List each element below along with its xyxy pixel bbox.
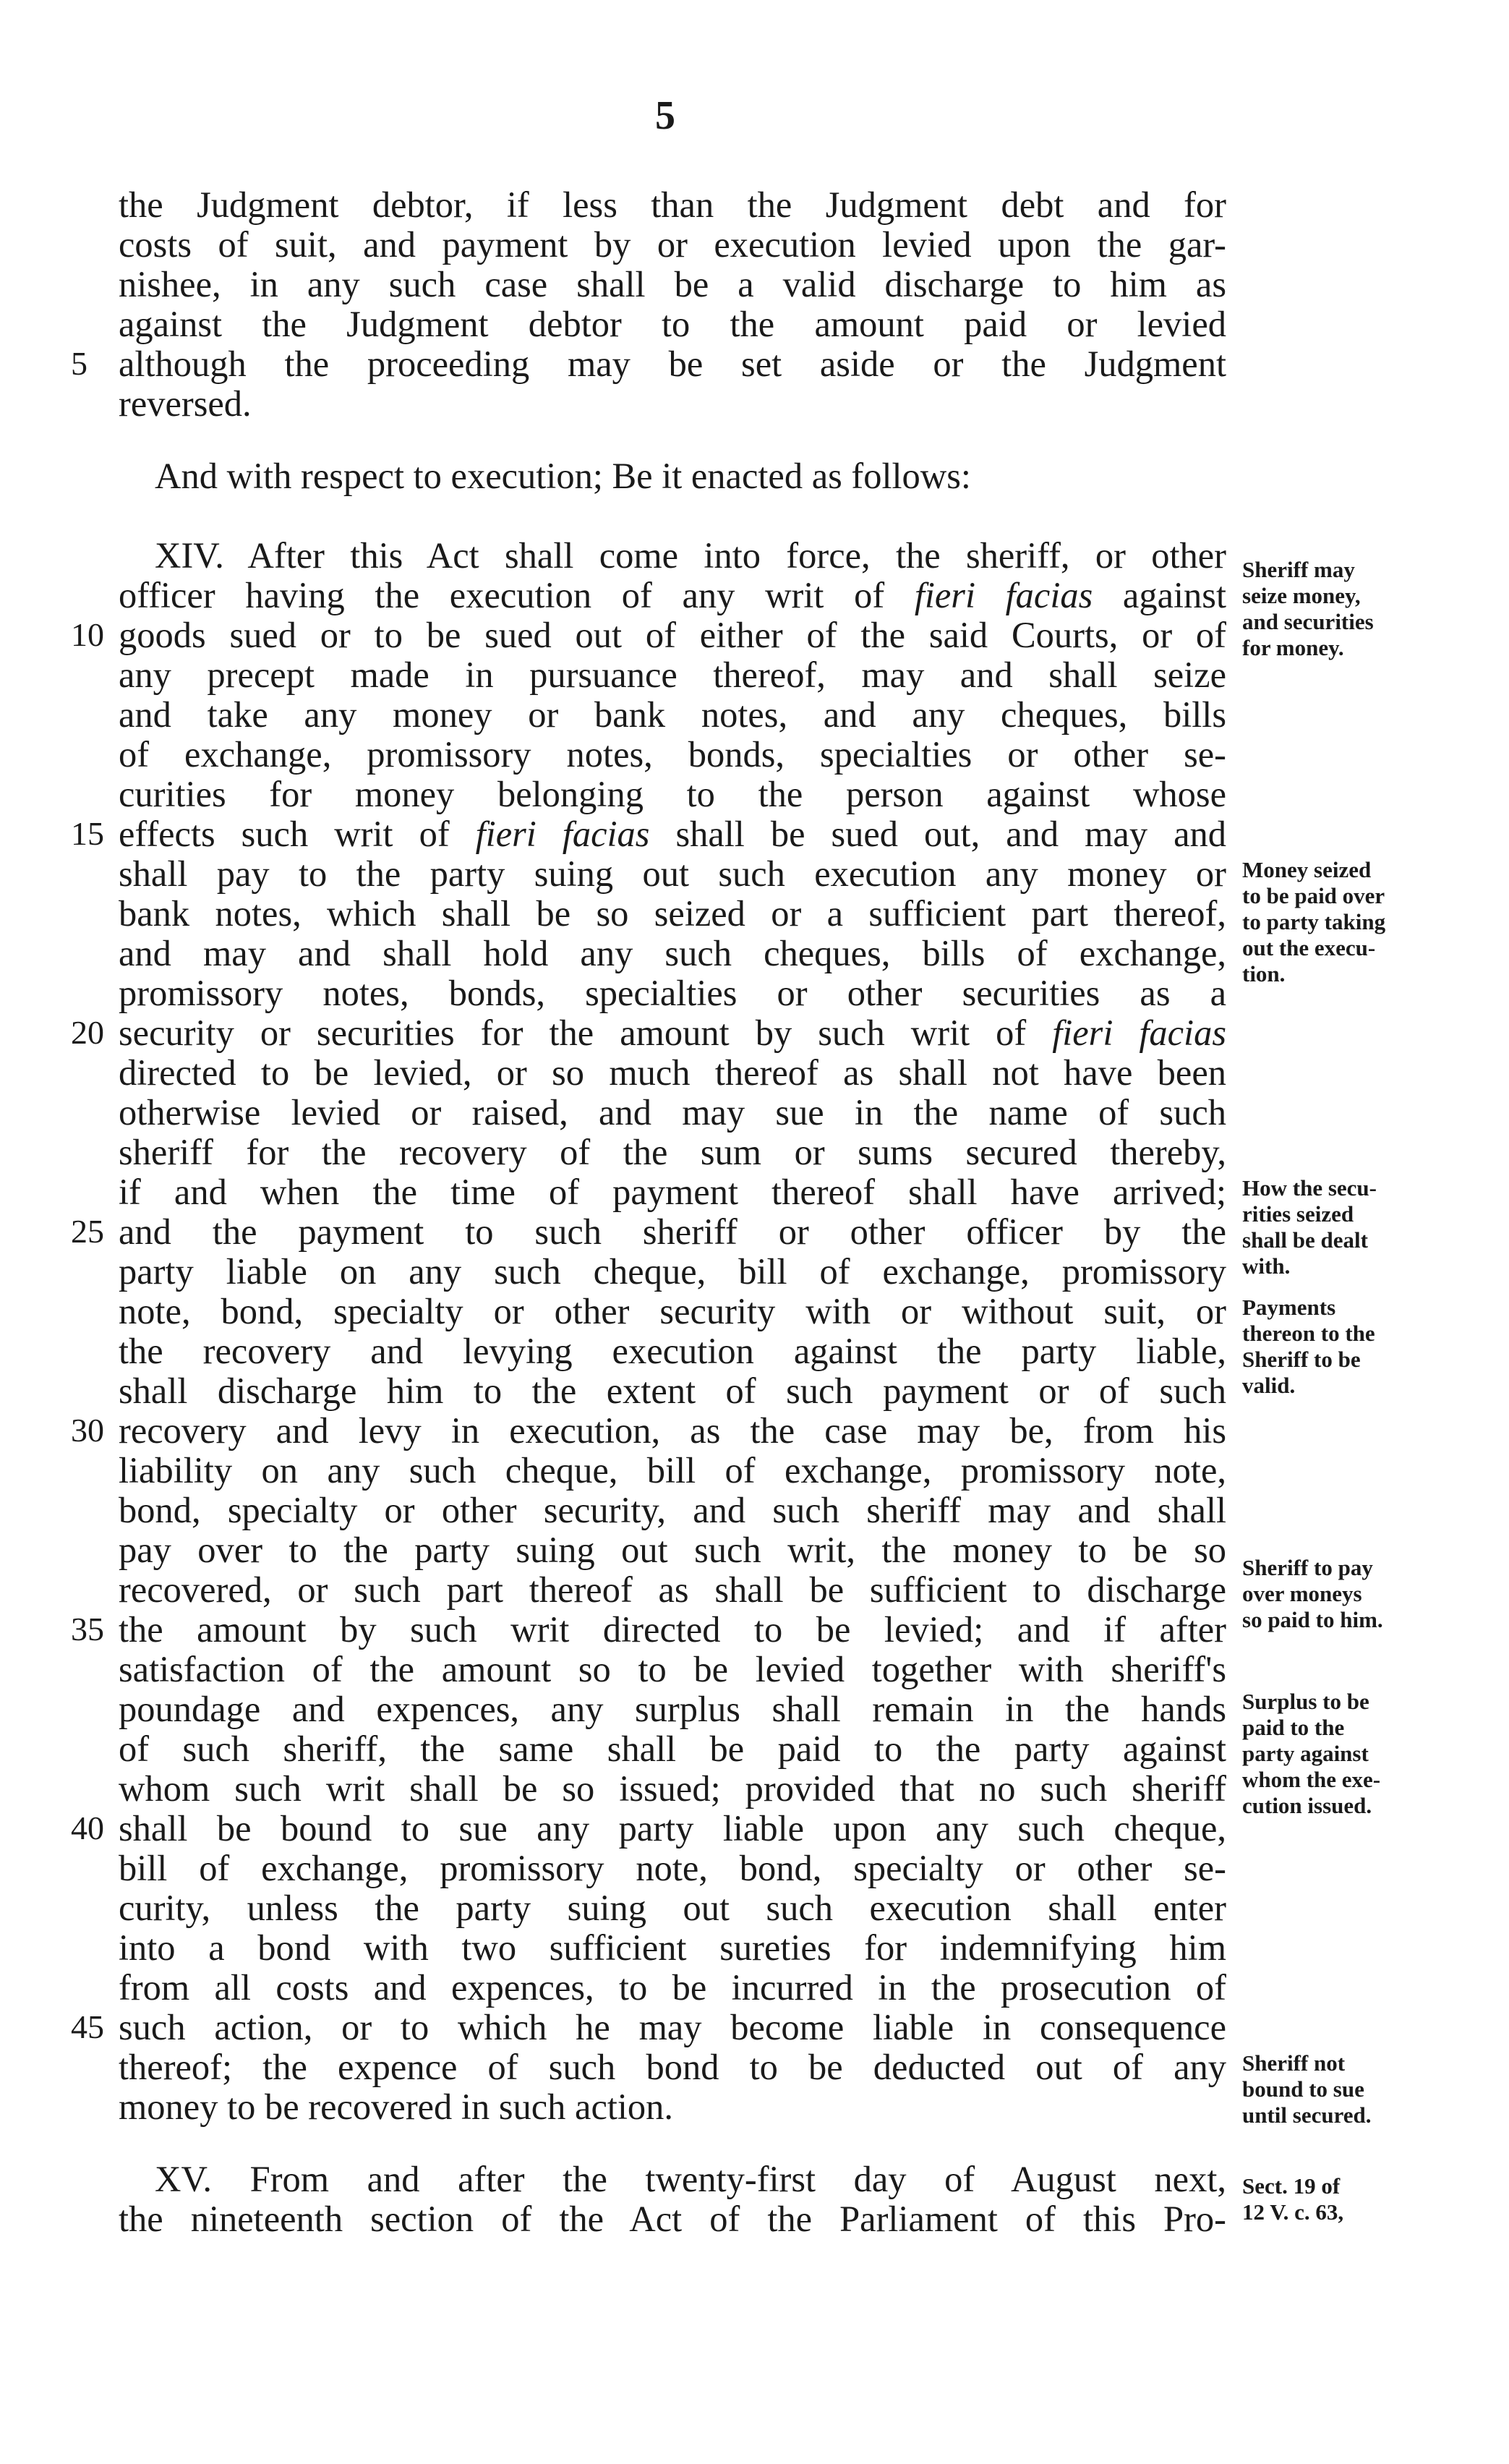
text-line: curities for money belonging to the person against whose xyxy=(119,774,1226,814)
side-note-line: rities seized xyxy=(1242,1201,1354,1227)
text-line: party liable on any such cheque, bill of exchange, promissory xyxy=(119,1251,1226,1292)
text-line: nishee, in any such case shall be a valid discharge to him as xyxy=(119,264,1226,304)
line-number: 20 xyxy=(71,1014,104,1051)
side-note-line: How the secu- xyxy=(1242,1175,1377,1201)
text-line: liability on any such cheque, bill of exchange, promissory note, xyxy=(119,1450,1226,1491)
side-note xyxy=(1242,557,1459,661)
line-number: 45 xyxy=(71,2008,104,2045)
text-line: the Judgment debtor, if less than the Judgment debt and for xyxy=(119,184,1226,225)
line-number: 30 xyxy=(71,1412,104,1449)
text-line: the amount by such writ directed to be levied; and if after xyxy=(119,1609,1226,1650)
side-note-line: whom the exe- xyxy=(1242,1767,1381,1792)
text-line: bill of exchange, promissory note, bond, specialty or other se- xyxy=(119,1848,1226,1888)
text-line: if and when the time of payment thereof shall have arrived; xyxy=(119,1172,1226,1212)
text-line: such action, or to which he may become liable in consequence xyxy=(119,2007,1226,2047)
text-line: the recovery and levying execution against the party liable, xyxy=(119,1331,1226,1371)
text-line: note, bond, specialty or other security with or without suit, or xyxy=(119,1291,1226,1331)
text-line: money to be recovered in such action. xyxy=(119,2086,674,2127)
line-number: 10 xyxy=(71,616,104,653)
side-note xyxy=(1242,2173,1459,2225)
text-line: XV. From and after the twenty-first day of August next, xyxy=(155,2159,1226,2199)
line-number: 15 xyxy=(71,815,104,852)
text-line: shall discharge him to the extent of such payment or of such xyxy=(119,1370,1226,1411)
side-note-line: Sect. 19 of xyxy=(1242,2173,1341,2199)
text-line: although the proceeding may be set aside or the Judgment xyxy=(119,344,1226,384)
side-note-line: with. xyxy=(1242,1253,1291,1279)
side-note-line: Sheriff not xyxy=(1242,2050,1346,2076)
side-note xyxy=(1242,1689,1459,1819)
text-line: sheriff for the recovery of the sum or sums secured thereby, xyxy=(119,1132,1226,1172)
side-note-line: party against xyxy=(1242,1741,1369,1766)
side-note-line: for money. xyxy=(1242,635,1344,660)
text-line: recovery and levy in execution, as the case may be, from his xyxy=(119,1410,1226,1451)
text-line: XIV. After this Act shall come into force, the sheriff, or other xyxy=(155,535,1226,576)
text-line: and the payment to such sheriff or other officer by the xyxy=(119,1211,1226,1252)
text-line: reversed. xyxy=(119,383,252,424)
text-line: And with respect to execution; Be it enacted as follows: xyxy=(155,456,971,496)
text-line: from all costs and expences, to be incurred in the prosecution of xyxy=(119,1967,1226,2008)
side-note-line: paid to the xyxy=(1242,1715,1345,1740)
text-line: security or securities for the amount by such writ of fieri facias xyxy=(119,1013,1226,1053)
text-line: into a bond with two sufficient sureties for indemnifying him xyxy=(119,1927,1226,1968)
side-note-line: out the execu- xyxy=(1242,935,1376,960)
text-line: whom such writ shall be so issued; provided that no such sheriff xyxy=(119,1768,1226,1809)
side-note-line: seize money, xyxy=(1242,583,1361,608)
text-line: and may and shall hold any such cheques, bills of exchange, xyxy=(119,933,1226,973)
text-line: and take any money or bank notes, and any cheques, bills xyxy=(119,694,1226,735)
side-note-line: to party taking xyxy=(1242,909,1386,934)
text-line: otherwise levied or raised, and may sue in the name of such xyxy=(119,1092,1226,1133)
text-line: any precept made in pursuance thereof, may and shall seize xyxy=(119,655,1226,695)
text-line: effects such writ of fieri facias shall be sued out, and may and xyxy=(119,814,1226,854)
text-line: thereof; the expence of such bond to be deducted out of any xyxy=(119,2047,1226,2087)
side-note xyxy=(1242,1295,1459,1399)
side-note-line: Sheriff to be xyxy=(1242,1347,1361,1372)
side-note-line: bound to sue xyxy=(1242,2076,1364,2102)
text-line: of such sheriff, the same shall be paid to the party against xyxy=(119,1728,1226,1769)
side-note xyxy=(1242,1555,1459,1633)
side-note-line: so paid to him. xyxy=(1242,1607,1383,1632)
side-note-line: Surplus to be xyxy=(1242,1689,1369,1714)
side-note-line: cution issued. xyxy=(1242,1793,1372,1818)
side-note-line: Money seized xyxy=(1242,857,1372,882)
text-line: poundage and expences, any surplus shall remain in the hands xyxy=(119,1689,1226,1729)
text-line: of exchange, promissory notes, bonds, specialties or other se- xyxy=(119,734,1226,775)
page-number: 5 xyxy=(655,93,675,138)
text-line: directed to be levied, or so much thereof as shall not have been xyxy=(119,1052,1226,1093)
text-line: costs of suit, and payment by or execution levied upon the gar- xyxy=(119,224,1226,265)
side-note-line: Sheriff to pay xyxy=(1242,1555,1373,1580)
side-note-line: shall be dealt xyxy=(1242,1227,1368,1253)
text-line: the nineteenth section of the Act of the Parliament of this Pro- xyxy=(119,2199,1226,2239)
line-number: 25 xyxy=(71,1213,104,1250)
side-note xyxy=(1242,2050,1459,2128)
text-line: bond, specialty or other security, and such sheriff may and shall xyxy=(119,1490,1226,1530)
line-number: 40 xyxy=(71,1809,104,1846)
side-note-line: Sheriff may xyxy=(1242,557,1355,582)
text-line: officer having the execution of any writ of fieri facias against xyxy=(119,575,1226,615)
text-line: shall pay to the party suing out such execution any money or xyxy=(119,853,1226,894)
side-note-line: to be paid over xyxy=(1242,883,1385,908)
text-line: promissory notes, bonds, specialties or other securities as a xyxy=(119,973,1226,1013)
text-line: curity, unless the party suing out such execution shall enter xyxy=(119,1888,1226,1928)
side-note-line: until secured. xyxy=(1242,2102,1372,2128)
text-line: shall be bound to sue any party liable upon any such cheque, xyxy=(119,1808,1226,1849)
line-number: 5 xyxy=(71,345,87,382)
text-line: satisfaction of the amount so to be levied together with sheriff's xyxy=(119,1649,1226,1689)
text-line: recovered, or such part thereof as shall be sufficient to discharge xyxy=(119,1569,1226,1610)
side-note-line: over moneys xyxy=(1242,1581,1362,1606)
side-note-line: Payments xyxy=(1242,1295,1336,1320)
text-line: against the Judgment debtor to the amount paid or levied xyxy=(119,304,1226,344)
side-note xyxy=(1242,1175,1459,1279)
side-note xyxy=(1242,857,1459,987)
side-note-line: 12 V. c. 63, xyxy=(1242,2199,1344,2225)
line-number: 35 xyxy=(71,1611,104,1647)
side-note-line: and securities xyxy=(1242,609,1374,634)
side-note-line: thereon to the xyxy=(1242,1321,1375,1346)
text-line: pay over to the party suing out such writ, the money to be so xyxy=(119,1530,1226,1570)
side-note-line: tion. xyxy=(1242,961,1286,986)
text-line: goods sued or to be sued out of either of the said Courts, or of xyxy=(119,615,1226,655)
text-line: bank notes, which shall be so seized or a sufficient part thereof, xyxy=(119,893,1226,934)
side-note-line: valid. xyxy=(1242,1373,1296,1398)
